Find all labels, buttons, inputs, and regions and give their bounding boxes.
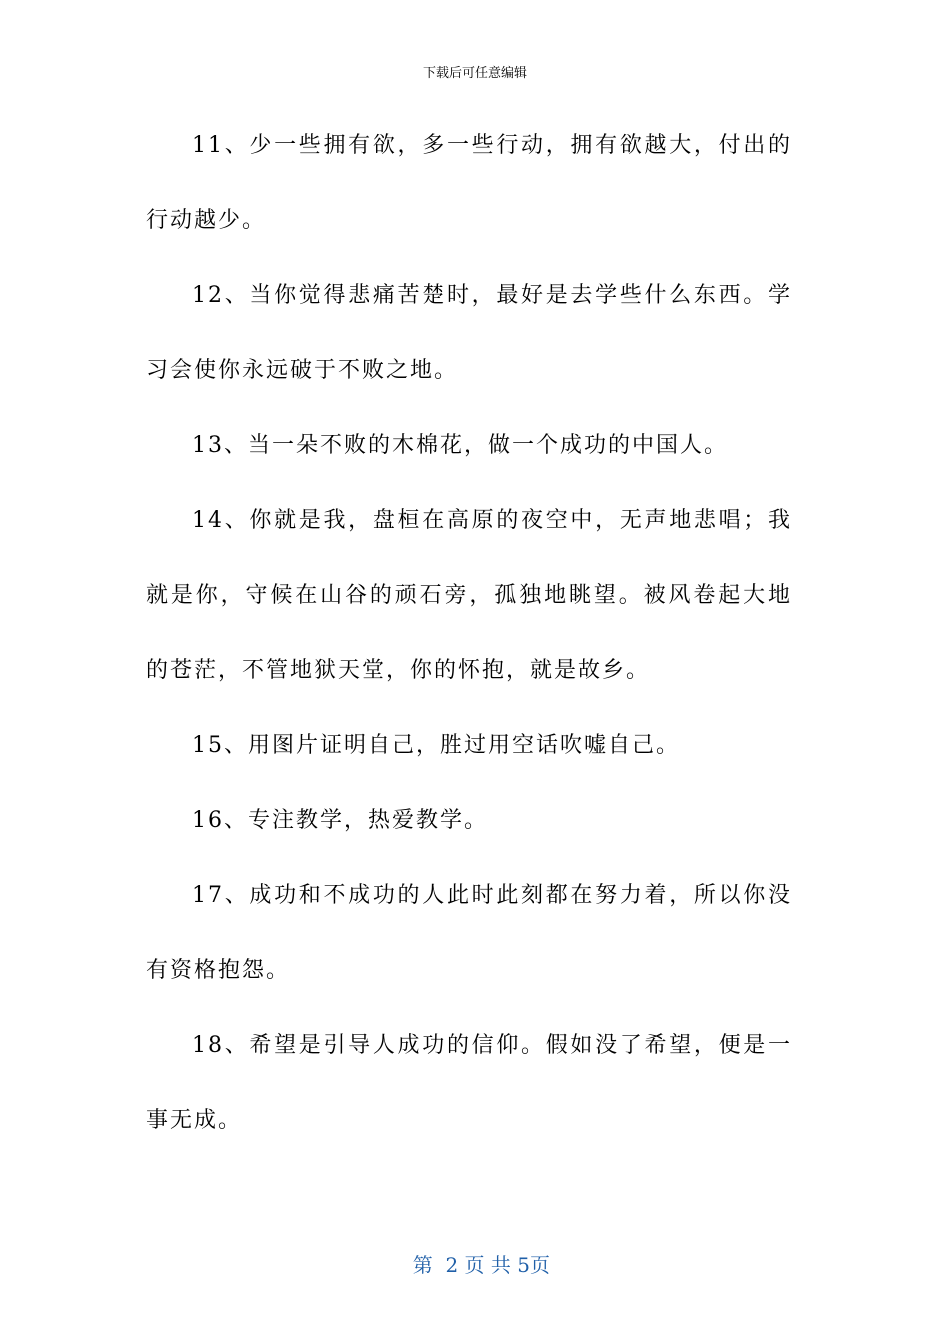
paragraph-13: 13、当一朵不败的木棉花，做一个成功的中国人。 xyxy=(192,433,728,458)
paragraph-11: 11、少一些拥有欲，多一些行动，拥有欲越大，付出的行动越少。 xyxy=(146,133,792,233)
document-body xyxy=(146,108,792,1158)
paragraph-18: 18、希望是引导人成功的信仰。假如没了希望，便是一事无成。 xyxy=(146,1033,792,1133)
paragraph-12: 12、当你觉得悲痛苦楚时，最好是去学些什么东西。学习会使你永远破于不败之地。 xyxy=(146,283,792,383)
paragraph-16: 16、专注教学，热爱教学。 xyxy=(192,808,488,833)
page-header xyxy=(0,66,950,82)
page-number-label: 第 2 页 共 5页 xyxy=(412,1253,550,1277)
paragraph-17: 17、成功和不成功的人此时此刻都在努力着，所以你没有资格抱怨。 xyxy=(146,883,792,983)
paragraph-15: 15、用图片证明自己，胜过用空话吹嘘自己。 xyxy=(192,733,680,758)
page-footer xyxy=(0,1226,950,1278)
paragraph-14: 14、你就是我，盘桓在高原的夜空中，无声地悲唱；我就是你，守候在山谷的顽石旁，孤独地眺望。被风卷起大地的苍茫，不管地狱天堂，你的怀抱，就是故乡。 xyxy=(146,508,792,683)
header-note: 下载后可任意编辑 xyxy=(422,66,527,81)
